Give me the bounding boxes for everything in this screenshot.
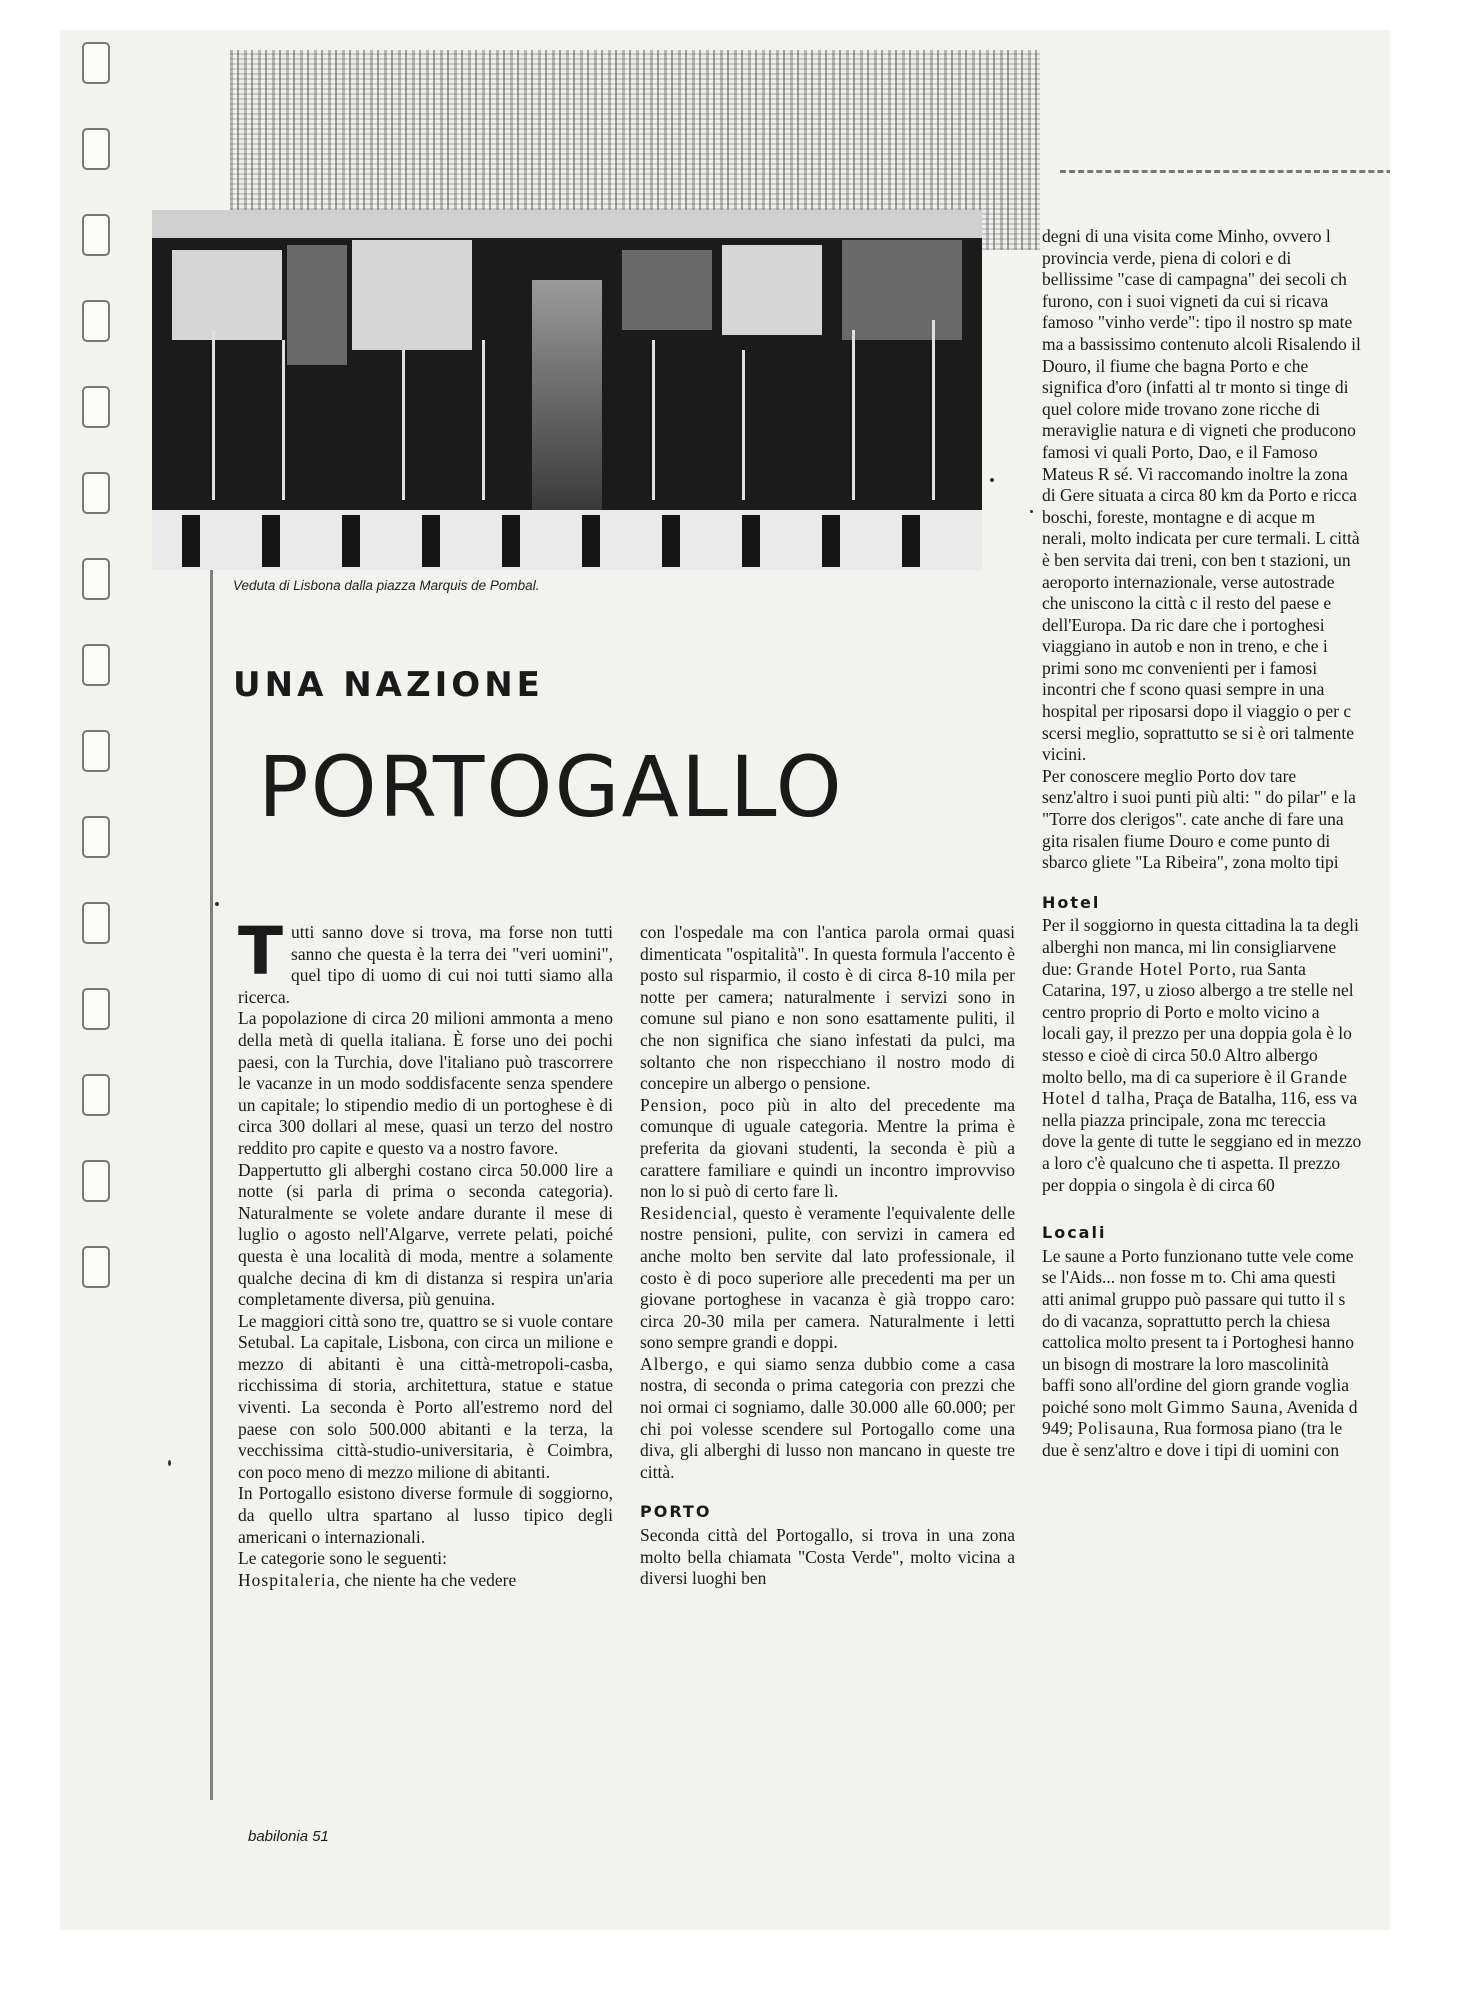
section-heading-locali: Locali: [1042, 1223, 1107, 1243]
binder-hole: [82, 214, 110, 256]
binder-hole: [82, 128, 110, 170]
hotel-name: Grande Hotel d talha: [1042, 1066, 1348, 1109]
binder-hole: [82, 1074, 110, 1116]
paragraph: con l'ospedale ma con l'antica parola ormai quasi dimenticata "ospitalità". In questa formula l'accento è posto sul risparmio, il costo è di circa 8-10 mila per notte per camera; naturalmente i servizi sono in comune sul piano e non sono esattamente puliti, il che non significa che siano infestati da pulci, ma soltanto che non rispecchiano il nostro modo di concepire un albergo o pensione.: [640, 922, 1015, 1094]
scan-speck: [990, 478, 994, 482]
text-column-1: [238, 913, 613, 1591]
paragraph: Pension, poco più in alto del precedente ma comunque di uguale categoria. Mentre la prima è preferita da giovani studenti, la seconda è più a carattere familiare e quindi un incontro improvviso non lo si può di certo fare lì.: [640, 1094, 1015, 1202]
page-folio: babilonia 51: [248, 1828, 329, 1845]
category-term: Pension: [640, 1094, 703, 1115]
paragraph: Albergo, e qui siamo senza dubbio come a casa nostra, di seconda o prima categoria con prezzi che noi ormai ci sogniamo, dalle 30.000 alle 60.000; per chi poi volesse scendere sul Portogallo come una diva, gli alberghi di lusso non mancano in queste tre città.: [640, 1353, 1015, 1482]
binder-hole: [82, 42, 110, 84]
text-column-2: [640, 922, 1015, 1590]
binder-hole: [82, 300, 110, 342]
top-rule: [1060, 170, 1390, 177]
article-headline: PORTOGALLO: [258, 738, 844, 836]
category-term: Hospitaleria: [238, 1569, 336, 1590]
binder-hole: [82, 644, 110, 686]
category-term: Residencial: [640, 1202, 733, 1223]
lisbon-photo: [152, 210, 982, 570]
paragraph: Seconda città del Portogallo, si trova in una zona molto bella chiamata "Costa Verde", molto vicina a diversi luoghi ben: [640, 1525, 1015, 1589]
binder-hole: [82, 1246, 110, 1288]
scan-speck: [168, 1460, 171, 1466]
drop-cap: T: [238, 913, 284, 990]
section-heading-hotel: Hotel: [1042, 892, 1101, 912]
paragraph: degni di una visita come Minho, ovvero l provincia verde, piena di colori e di bellissime "case di campagna" dei secoli ch furono, con i suoi vigneti da cui si ricava famoso "vinho verde": tipo il nostro sp mate ma a bassissimo contenuto alcoli Risalendo il Douro, il fiume che bagna Porto e che significa d'oro (infatti al tr monto si tinge di quel colore mide trovano zone ricche di meraviglie natura e di vigneti che producono famosi vi quali Porto, Dao, e il Famoso Mateus R sé. Vi raccomando inoltre la zona di Gere situata a circa 80 km da Porto e ricca boschi, foreste, montagne e di acque m nerali, molto indicata per cure termali. L città è ben servita dai treni, con ben t stazioni, un aeroporto internazionale, verse autostrade che uniscono la città c il resto del paese e dell'Europa. Da ric dare che i portoghesi viaggiano in autob e non in treno, e che i primi sono mc convenienti per i famosi incontri che f scono quasi sempre in una hospital per riposarsi dopo il viaggio o per c scersi meglio, soprattutto se si è ori talmente vicini.: [1042, 226, 1361, 765]
venue-name: Polisauna: [1077, 1418, 1155, 1439]
category-term: Albergo: [640, 1353, 705, 1374]
venue-name: Gimmo Sauna: [1166, 1396, 1279, 1417]
article-kicker: UNA NAZIONE: [233, 665, 544, 705]
binder-hole: [82, 472, 110, 514]
paragraph: Le maggiori città sono tre, quattro se si vuole contare Setubal. La capitale, Lisbona, con circa un milione e mezzo di abitanti è una città-metropoli-casba, ricchissima di storia, architettura, statue e statue viventi. La seconda è Porto all'estremo nord del paese con solo 500.000 abitanti e la terza, la vecchissima città-studio-universitaria, è Coimbra, con poco meno di mezzo milione di abitanti.: [238, 1310, 613, 1482]
paragraph: Dappertutto gli alberghi costano circa 50.000 lire a notte (si parla di prima o seconda categoria). Naturalmente se volete andare durante il mese di luglio o agosto nell'Algarve, verrete pelati, poiché questa è una località di moda, mentre a solamente qualche decina di km di distanza si respira un'aria completamente diversa, più genuina.: [238, 1159, 613, 1310]
paragraph: Per conoscere meglio Porto dov tare senz'altro i suoi punti più alti: " do pilar" e la "Torre dos clerigos". cate anche di fare una gita risalen fiume Douro e come punto di sbarco gliete "La Ribeira", zona molto tipi: [1042, 765, 1356, 873]
paragraph: Hospitaleria, che niente ha che vedere: [238, 1569, 517, 1590]
paragraph: Per il soggiorno in questa cittadina la ta degli alberghi non manca, mi lin consigliarvene due: Grande Hotel Porto, rua Santa Catarina, 197, u zioso albergo a tre stelle nel centro proprio di Porto e molto vicino a locali gay, il prezzo per una doppia gola è lo stesso e cioè di circa 50.0 Altro albergo molto bello, ma di ca superiore è il Grande Hotel d talha, Praça de Batalha, 116, ess va nella piazza principale, zona mc tereccia dove la gente di tutte le seggiano ed in mezzo a loro c'è qualcuno che ti aspetta. Il prezzo per doppia o singola è di circa 60: [1042, 915, 1362, 1195]
section-heading-porto: PORTO: [640, 1502, 712, 1522]
paragraph: Le saune a Porto funzionano tutte vele come se l'Aids... non fosse m to. Chi ama questi atti animal gruppo può passare qui tutto il s do di vacanza, soprattutto perch la chiesa cattolica molto present ta i Portoghesi hanno un bisogn di mostrare la loro mascolinità baffi sono all'ordine del giorn grande voglia poiché sono molt Gimmo Sauna, Avenida d 949; Polisauna, Rua formosa piano (tra le due è senz'altro e dove i tipi di uomini con: [1042, 1245, 1358, 1461]
binder-hole: [82, 902, 110, 944]
paragraph: In Portogallo esistono diverse formule di soggiorno, da quello ultra spartano al lusso tipico degli americani o internazionali.: [238, 1483, 613, 1547]
paragraph: La popolazione di circa 20 milioni ammonta a meno della metà di quella italiana. È forse uno dei pochi paesi, con la Turchia, dove l'italiano può trascorrere le vacanze in un modo soddisfacente senza spendere un capitale; lo stipendio medio di un portoghese è di circa 300 dollari al mese, quasi un terzo del nostro reddito pro capite e questo va a nostro favore.: [238, 1008, 613, 1158]
paragraph: Tutti sanno dove si trova, ma forse non tutti sanno che questa è la terra dei "veri uomini", quel tipo di uomo di cui noi tutti siamo alla ricerca.: [238, 913, 613, 1007]
binder-hole: [82, 988, 110, 1030]
binder-hole: [82, 558, 110, 600]
text-column-3: [1042, 226, 1362, 1866]
binder-hole: [82, 730, 110, 772]
binder-hole: [82, 1160, 110, 1202]
binder-hole: [82, 386, 110, 428]
paragraph: Residencial, questo è veramente l'equivalente delle nostre pensioni, pulite, con servizi in camera ed anche molto ben servite dal lato professionale, il costo è di poco superiore alle precedenti ma per un giovane portoghese in vacanza è già troppo caro: circa 20-30 mila per camera. Naturalmente i letti sono sempre grandi e doppi.: [640, 1202, 1015, 1353]
photo-caption: Veduta di Lisbona dalla piazza Marquis de Pombal.: [233, 578, 540, 593]
scan-speck: [215, 902, 219, 906]
hotel-name: Grande Hotel Porto: [1076, 958, 1232, 979]
scan-speck: [1030, 510, 1033, 513]
paragraph: Le categorie sono le seguenti:: [238, 1548, 447, 1569]
binder-hole: [82, 816, 110, 858]
